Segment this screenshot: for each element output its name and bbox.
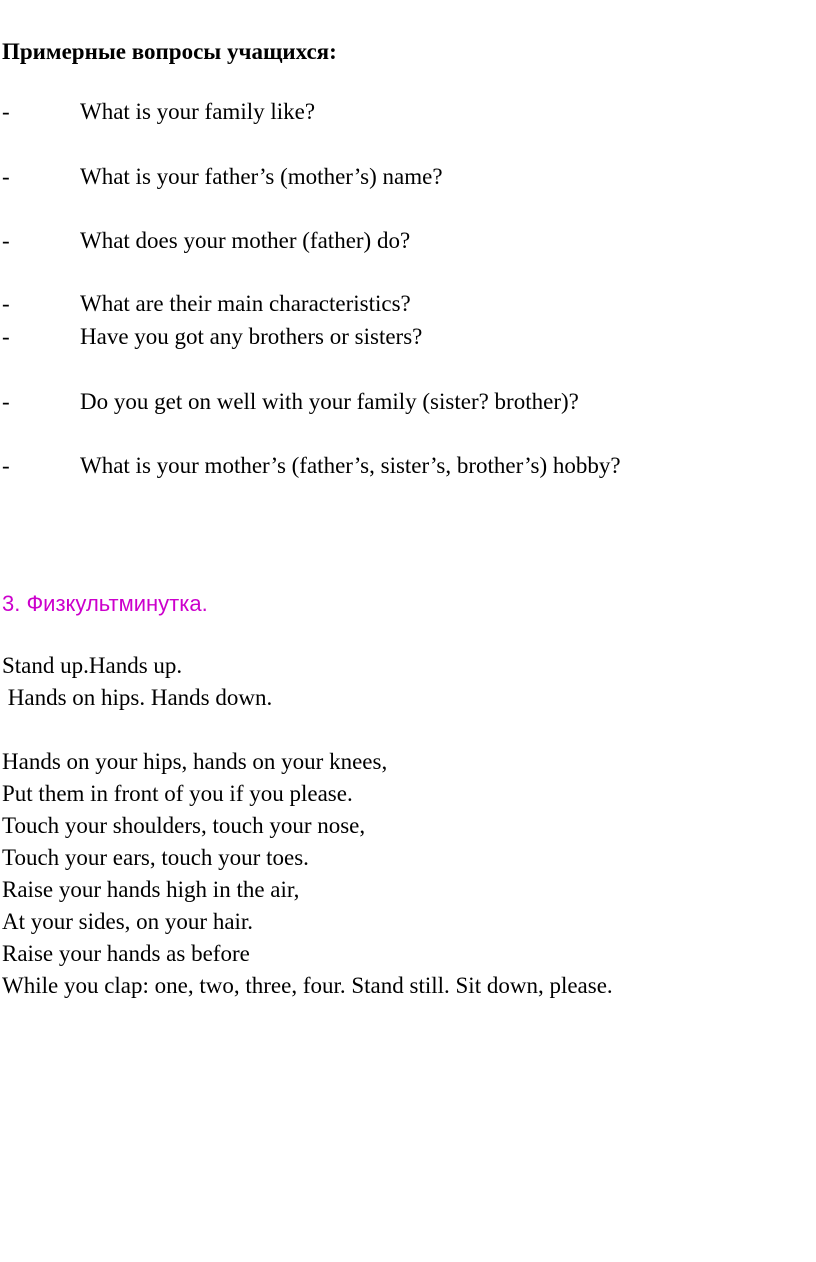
poem-line: Raise your hands as before [2, 941, 250, 966]
poem-line: While you clap: one, two, three, four. Stand still. Sit down, please. [2, 973, 613, 998]
list-dash: - [2, 99, 10, 124]
poem-line: Hands on your hips, hands on your knees, [2, 749, 388, 774]
poem-line: Touch your ears, touch your toes. [2, 845, 309, 870]
poem-line: At your sides, on your hair. [2, 909, 254, 934]
list-dash: - [2, 324, 10, 349]
list-dash: - [2, 291, 10, 316]
list-dash: - [2, 389, 10, 414]
question-text: Do you get on well with your family (sister? brother)? [80, 389, 579, 414]
question-text: What is your father’s (mother’s) name? [80, 164, 443, 189]
question-text: What are their main characteristics? [80, 291, 411, 316]
poem-line: Put them in front of you if you please. [2, 781, 353, 806]
poem-line: Touch your shoulders, touch your nose, [2, 813, 366, 838]
question-text: Have you got any brothers or sisters? [80, 324, 423, 349]
question-text: What is your family like? [80, 99, 316, 124]
questions-heading: Примерные вопросы учащихся: [2, 39, 337, 64]
intro-line: Stand up.Hands up. [2, 653, 183, 678]
question-text: What does your mother (father) do? [80, 228, 411, 253]
list-dash: - [2, 228, 10, 253]
poem-line: Raise your hands high in the air, [2, 877, 300, 902]
section-title: 3. Физкультминутка. [2, 591, 208, 616]
question-text: What is your mother’s (father’s, sister’s, brother’s) hobby? [80, 453, 621, 478]
list-dash: - [2, 164, 10, 189]
list-dash: - [2, 453, 10, 478]
intro-line: Hands on hips. Hands down. [2, 685, 273, 710]
